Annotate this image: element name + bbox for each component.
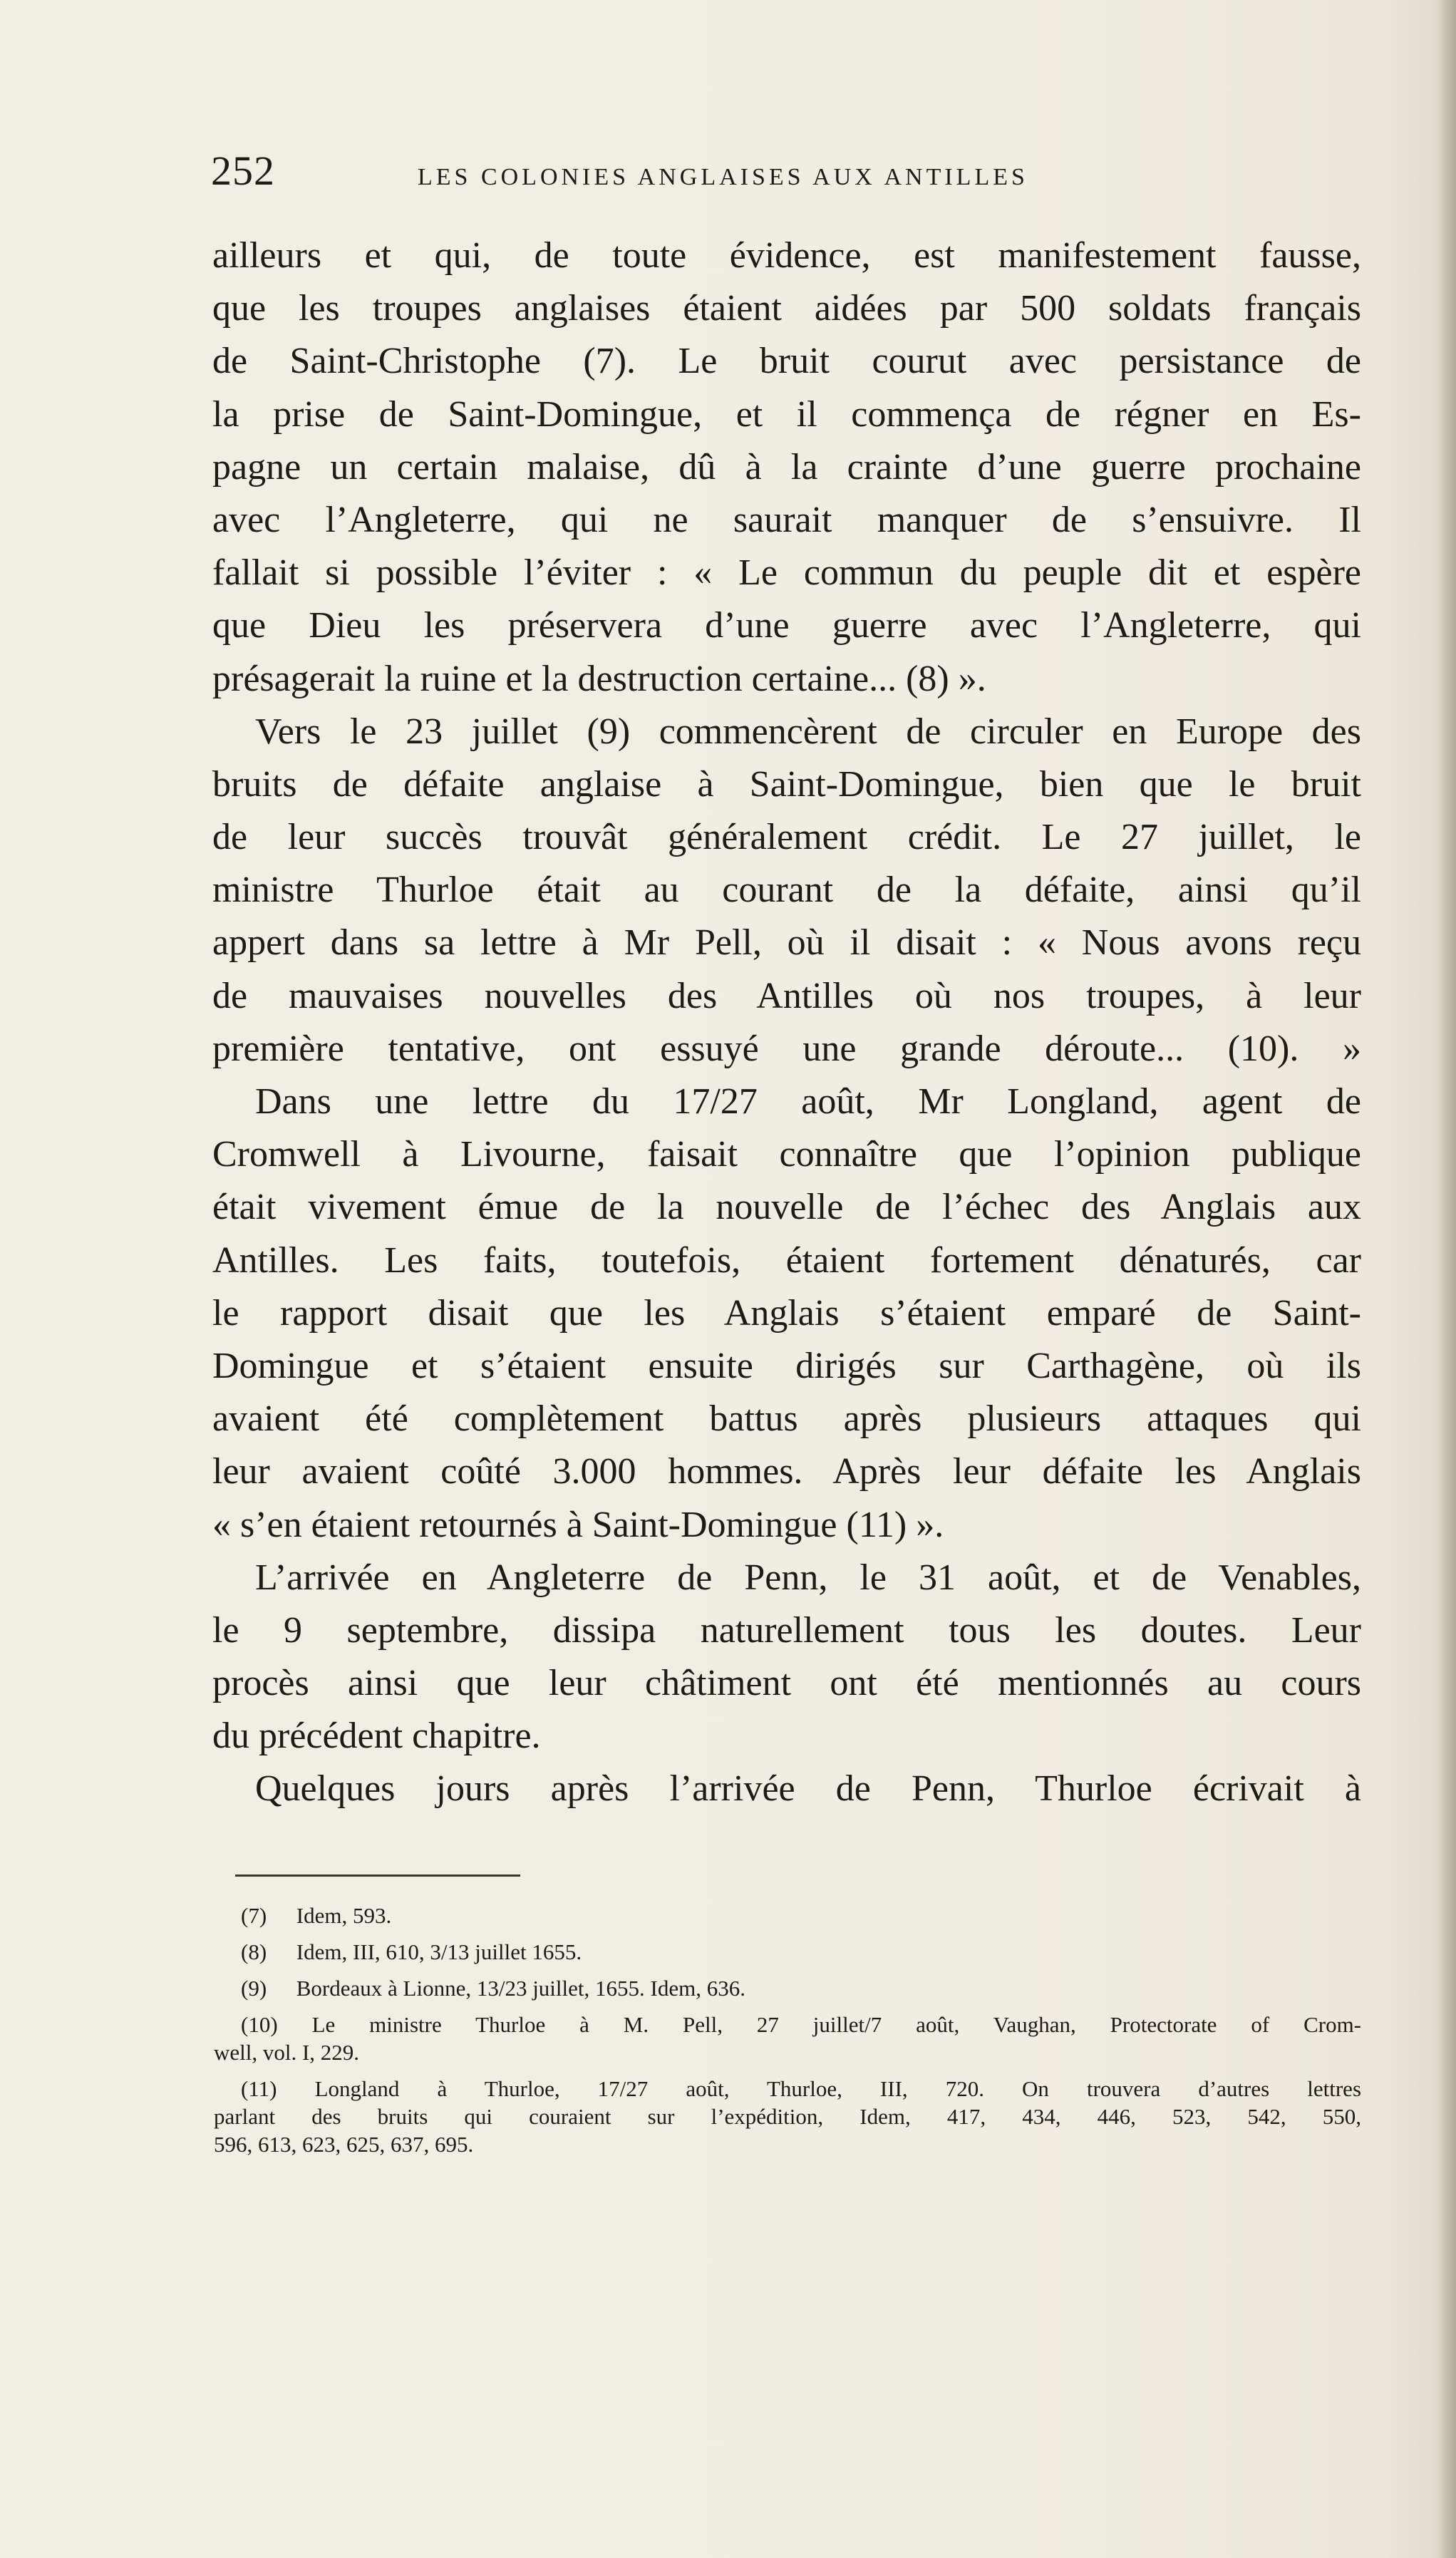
footnote-number: (10) [241,2012,278,2037]
body-line: ministre Thurloe était au courant de la défaite, ainsi qu’il [212,870,1361,911]
page-header [211,147,1365,197]
footnote-text: Longland à Thurloe, 17/27 août, Thurloe, III, 720. On trouvera d’autres lettres [314,2076,1362,2101]
footnote-text: Idem, III, 610, 3/13 juillet 1655. [296,1939,582,1964]
footnote [214,1974,1361,2002]
footnote [214,1902,1361,1929]
footnote-number: (8) [241,1939,267,1964]
footnotes [214,1902,1361,2167]
footnote-number: (11) [241,2076,277,2101]
body-line: Vers le 23 juillet (9) commencèrent de circuler en Europe des [255,711,1361,752]
body-line: leur avaient coûté 3.000 hommes. Après leur défaite les Anglais [212,1451,1361,1492]
footnote-number: (7) [241,1903,267,1928]
body-line: que Dieu les préservera d’une guerre avec l’Angleterre, qui [212,605,1361,646]
running-head: LES COLONIES ANGLAISES AUX ANTILLES [418,164,1028,190]
body-line: L’arrivée en Angleterre de Penn, le 31 août, et de Venables, [255,1557,1361,1598]
body-line: première tentative, ont essuyé une grande déroute... (10). » [212,1028,1361,1069]
body-line: que les troupes anglaises étaient aidées par 500 soldats français [212,288,1361,329]
body-line: appert dans sa lettre à Mr Pell, où il disait : « Nous avons reçu [212,922,1361,964]
body-line: bruits de défaite anglaise à Saint-Domingue, bien que le bruit [212,763,1361,805]
footnote-text: well, vol. I, 229. [214,2040,360,2065]
body-line: procès ainsi que leur châtiment ont été mentionnés au cours [212,1663,1361,1704]
body-line: Dans une lettre du 17/27 août, Mr Longland, agent de [255,1081,1361,1122]
footnote [214,2075,1361,2158]
footnote [214,1938,1361,1966]
body-line: fallait si possible l’éviter : « Le commun du peuple dit et espère [212,552,1361,594]
body-text [212,230,1361,1816]
body-line: de mauvaises nouvelles des Antilles où nos troupes, à leur [212,975,1361,1016]
body-line: de leur succès trouvât généralement crédit. Le 27 juillet, le [212,817,1361,858]
body-line: Cromwell à Livourne, faisait connaître que l’opinion publique [212,1134,1361,1175]
body-line: de Saint-Christophe (7). Le bruit courut avec persistance de [212,341,1361,382]
body-line: « s’en étaient retournés à Saint-Domingue (11) ». [212,1504,944,1545]
footnote-text: parlant des bruits qui couraient sur l’expédition, Idem, 417, 434, 446, 523, 542, 550, [214,2104,1361,2129]
footnote-text: Bordeaux à Lionne, 13/23 juillet, 1655. Idem, 636. [296,1976,745,2001]
body-line: le rapport disait que les Anglais s’étaient emparé de Saint- [212,1292,1361,1334]
body-line: avec l’Angleterre, qui ne saurait manquer de s’ensuivre. Il [212,499,1361,540]
footnote [214,2011,1361,2066]
body-line: pagne un certain malaise, dû à la crainte d’une guerre prochaine [212,446,1361,488]
footnote-text: Le ministre Thurloe à M. Pell, 27 juillet/7 août, Vaughan, Protectorate of Crom- [311,2012,1362,2037]
footnote-text: 596, 613, 623, 625, 637, 695. [214,2132,474,2157]
body-line: avaient été complètement battus après plusieurs attaques qui [212,1398,1361,1440]
body-line: Domingue et s’étaient ensuite dirigés sur Carthagène, où ils [212,1345,1361,1386]
body-line: du précédent chapitre. [212,1716,541,1757]
page-edge-shadow [1436,0,1456,2558]
body-line: le 9 septembre, dissipa naturellement tous les doutes. Leur [212,1609,1361,1651]
body-line: était vivement émue de la nouvelle de l’échec des Anglais aux [212,1187,1361,1228]
body-line: Quelques jours après l’arrivée de Penn, Thurloe écrivait à [255,1768,1361,1810]
body-line: présagerait la ruine et la destruction certaine... (8) ». [212,658,986,699]
page-number: 252 [211,148,275,194]
body-line: Antilles. Les faits, toutefois, étaient fortement dénaturés, car [212,1239,1361,1281]
footnote-text: Idem, 593. [296,1903,392,1928]
body-line: ailleurs et qui, de toute évidence, est manifestement fausse, [212,235,1361,276]
footnote-divider [235,1874,520,1877]
body-line: la prise de Saint-Domingue, et il commença de régner en Es- [212,393,1361,435]
footnote-number: (9) [241,1976,267,2001]
